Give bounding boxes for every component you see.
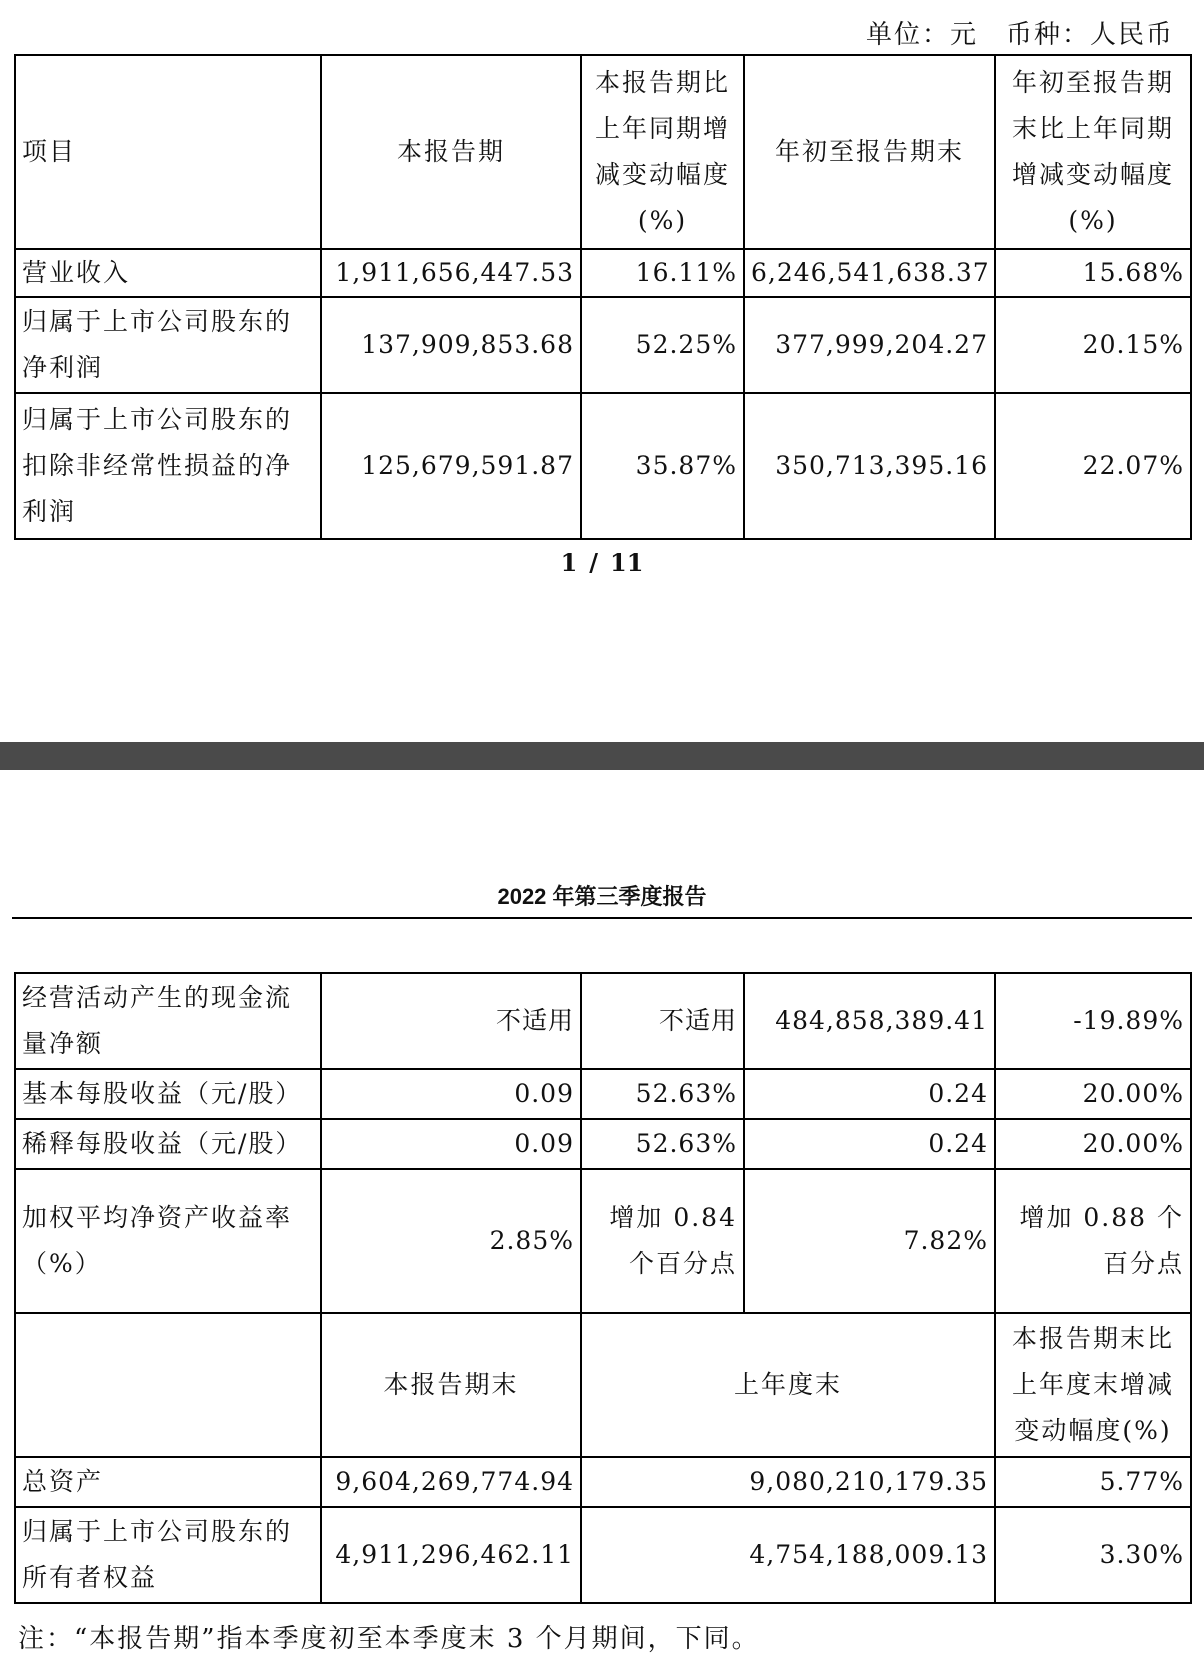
table-row [15, 393, 1191, 539]
table-row [15, 1457, 1191, 1507]
cell-value: 1,911,656,447.53 [321, 249, 581, 297]
cell-value: 484,858,389.41 [744, 973, 995, 1069]
page-current: 1 [560, 548, 578, 577]
cell-value: 2.85% [321, 1169, 581, 1313]
subheader-change: 本报告期末比上年度末增减变动幅度(%) [995, 1313, 1191, 1457]
row-label: 基本每股收益（元/股） [15, 1069, 321, 1119]
cell-value: 22.07% [995, 393, 1191, 539]
table-row [15, 1069, 1191, 1119]
cell-value: 5.77% [995, 1457, 1191, 1507]
table-header-row [15, 55, 1191, 249]
row-label: 归属于上市公司股东的扣除非经常性损益的净利润 [15, 393, 321, 539]
header-current-change: 本报告期比上年同期增减变动幅度(%) [581, 55, 744, 249]
row-label: 归属于上市公司股东的所有者权益 [15, 1507, 321, 1603]
cell-value: 不适用 [581, 973, 744, 1069]
page-indicator [0, 548, 1204, 577]
cell-value: 20.00% [995, 1069, 1191, 1119]
cell-value: 137,909,853.68 [321, 297, 581, 393]
page-gap-divider [0, 742, 1204, 770]
cell-value: 15.68% [995, 249, 1191, 297]
financial-table-bottom [14, 972, 1192, 1604]
report-header: 2022 年第三季度报告 [12, 880, 1192, 919]
cell-value: 52.63% [581, 1069, 744, 1119]
row-label: 加权平均净资产收益率（%） [15, 1169, 321, 1313]
cell-value: 不适用 [321, 973, 581, 1069]
page-total: 11 [610, 548, 644, 577]
table-row [15, 1119, 1191, 1169]
header-current-period: 本报告期 [321, 55, 581, 249]
cell-value: 350,713,395.16 [744, 393, 995, 539]
table-subheader-row [15, 1313, 1191, 1457]
cell-value: 377,999,204.27 [744, 297, 995, 393]
subheader-item [15, 1313, 321, 1457]
cell-value: -19.89% [995, 973, 1191, 1069]
row-label: 稀释每股收益（元/股） [15, 1119, 321, 1169]
cell-value: 4,754,188,009.13 [581, 1507, 995, 1603]
financial-table-top [14, 54, 1192, 540]
row-label: 总资产 [15, 1457, 321, 1507]
cell-value: 52.25% [581, 297, 744, 393]
cell-value: 0.09 [321, 1119, 581, 1169]
cell-value: 增加 0.88 个百分点 [995, 1169, 1191, 1313]
row-label: 归属于上市公司股东的净利润 [15, 297, 321, 393]
cell-value: 增加 0.84 个百分点 [581, 1169, 744, 1313]
cell-value: 0.24 [744, 1119, 995, 1169]
cell-value: 9,604,269,774.94 [321, 1457, 581, 1507]
cell-value: 3.30% [995, 1507, 1191, 1603]
cell-value: 0.09 [321, 1069, 581, 1119]
cell-value: 20.00% [995, 1119, 1191, 1169]
cell-value: 35.87% [581, 393, 744, 539]
subheader-period-end: 本报告期末 [321, 1313, 581, 1457]
cell-value: 4,911,296,462.11 [321, 1507, 581, 1603]
cell-value: 52.63% [581, 1119, 744, 1169]
footnote: 注：“本报告期”指本季度初至本季度末 3 个月期间，下同。 [18, 1624, 760, 1654]
unit-currency-line: 单位：元 币种：人民币 [865, 20, 1174, 50]
cell-value: 16.11% [581, 249, 744, 297]
table-row [15, 297, 1191, 393]
cell-value: 0.24 [744, 1069, 995, 1119]
cell-value: 6,246,541,638.37 [744, 249, 995, 297]
cell-value: 7.82% [744, 1169, 995, 1313]
header-item: 项目 [15, 55, 321, 249]
table-row [15, 973, 1191, 1069]
cell-value: 20.15% [995, 297, 1191, 393]
table-row [15, 1507, 1191, 1603]
header-ytd: 年初至报告期末 [744, 55, 995, 249]
row-label: 营业收入 [15, 249, 321, 297]
cell-value: 9,080,210,179.35 [581, 1457, 995, 1507]
row-label: 经营活动产生的现金流量净额 [15, 973, 321, 1069]
header-ytd-change: 年初至报告期末比上年同期增减变动幅度(%) [995, 55, 1191, 249]
table-row [15, 249, 1191, 297]
subheader-prior-year-end: 上年度末 [581, 1313, 995, 1457]
cell-value: 125,679,591.87 [321, 393, 581, 539]
page-separator: / [589, 548, 599, 577]
table-row [15, 1169, 1191, 1313]
